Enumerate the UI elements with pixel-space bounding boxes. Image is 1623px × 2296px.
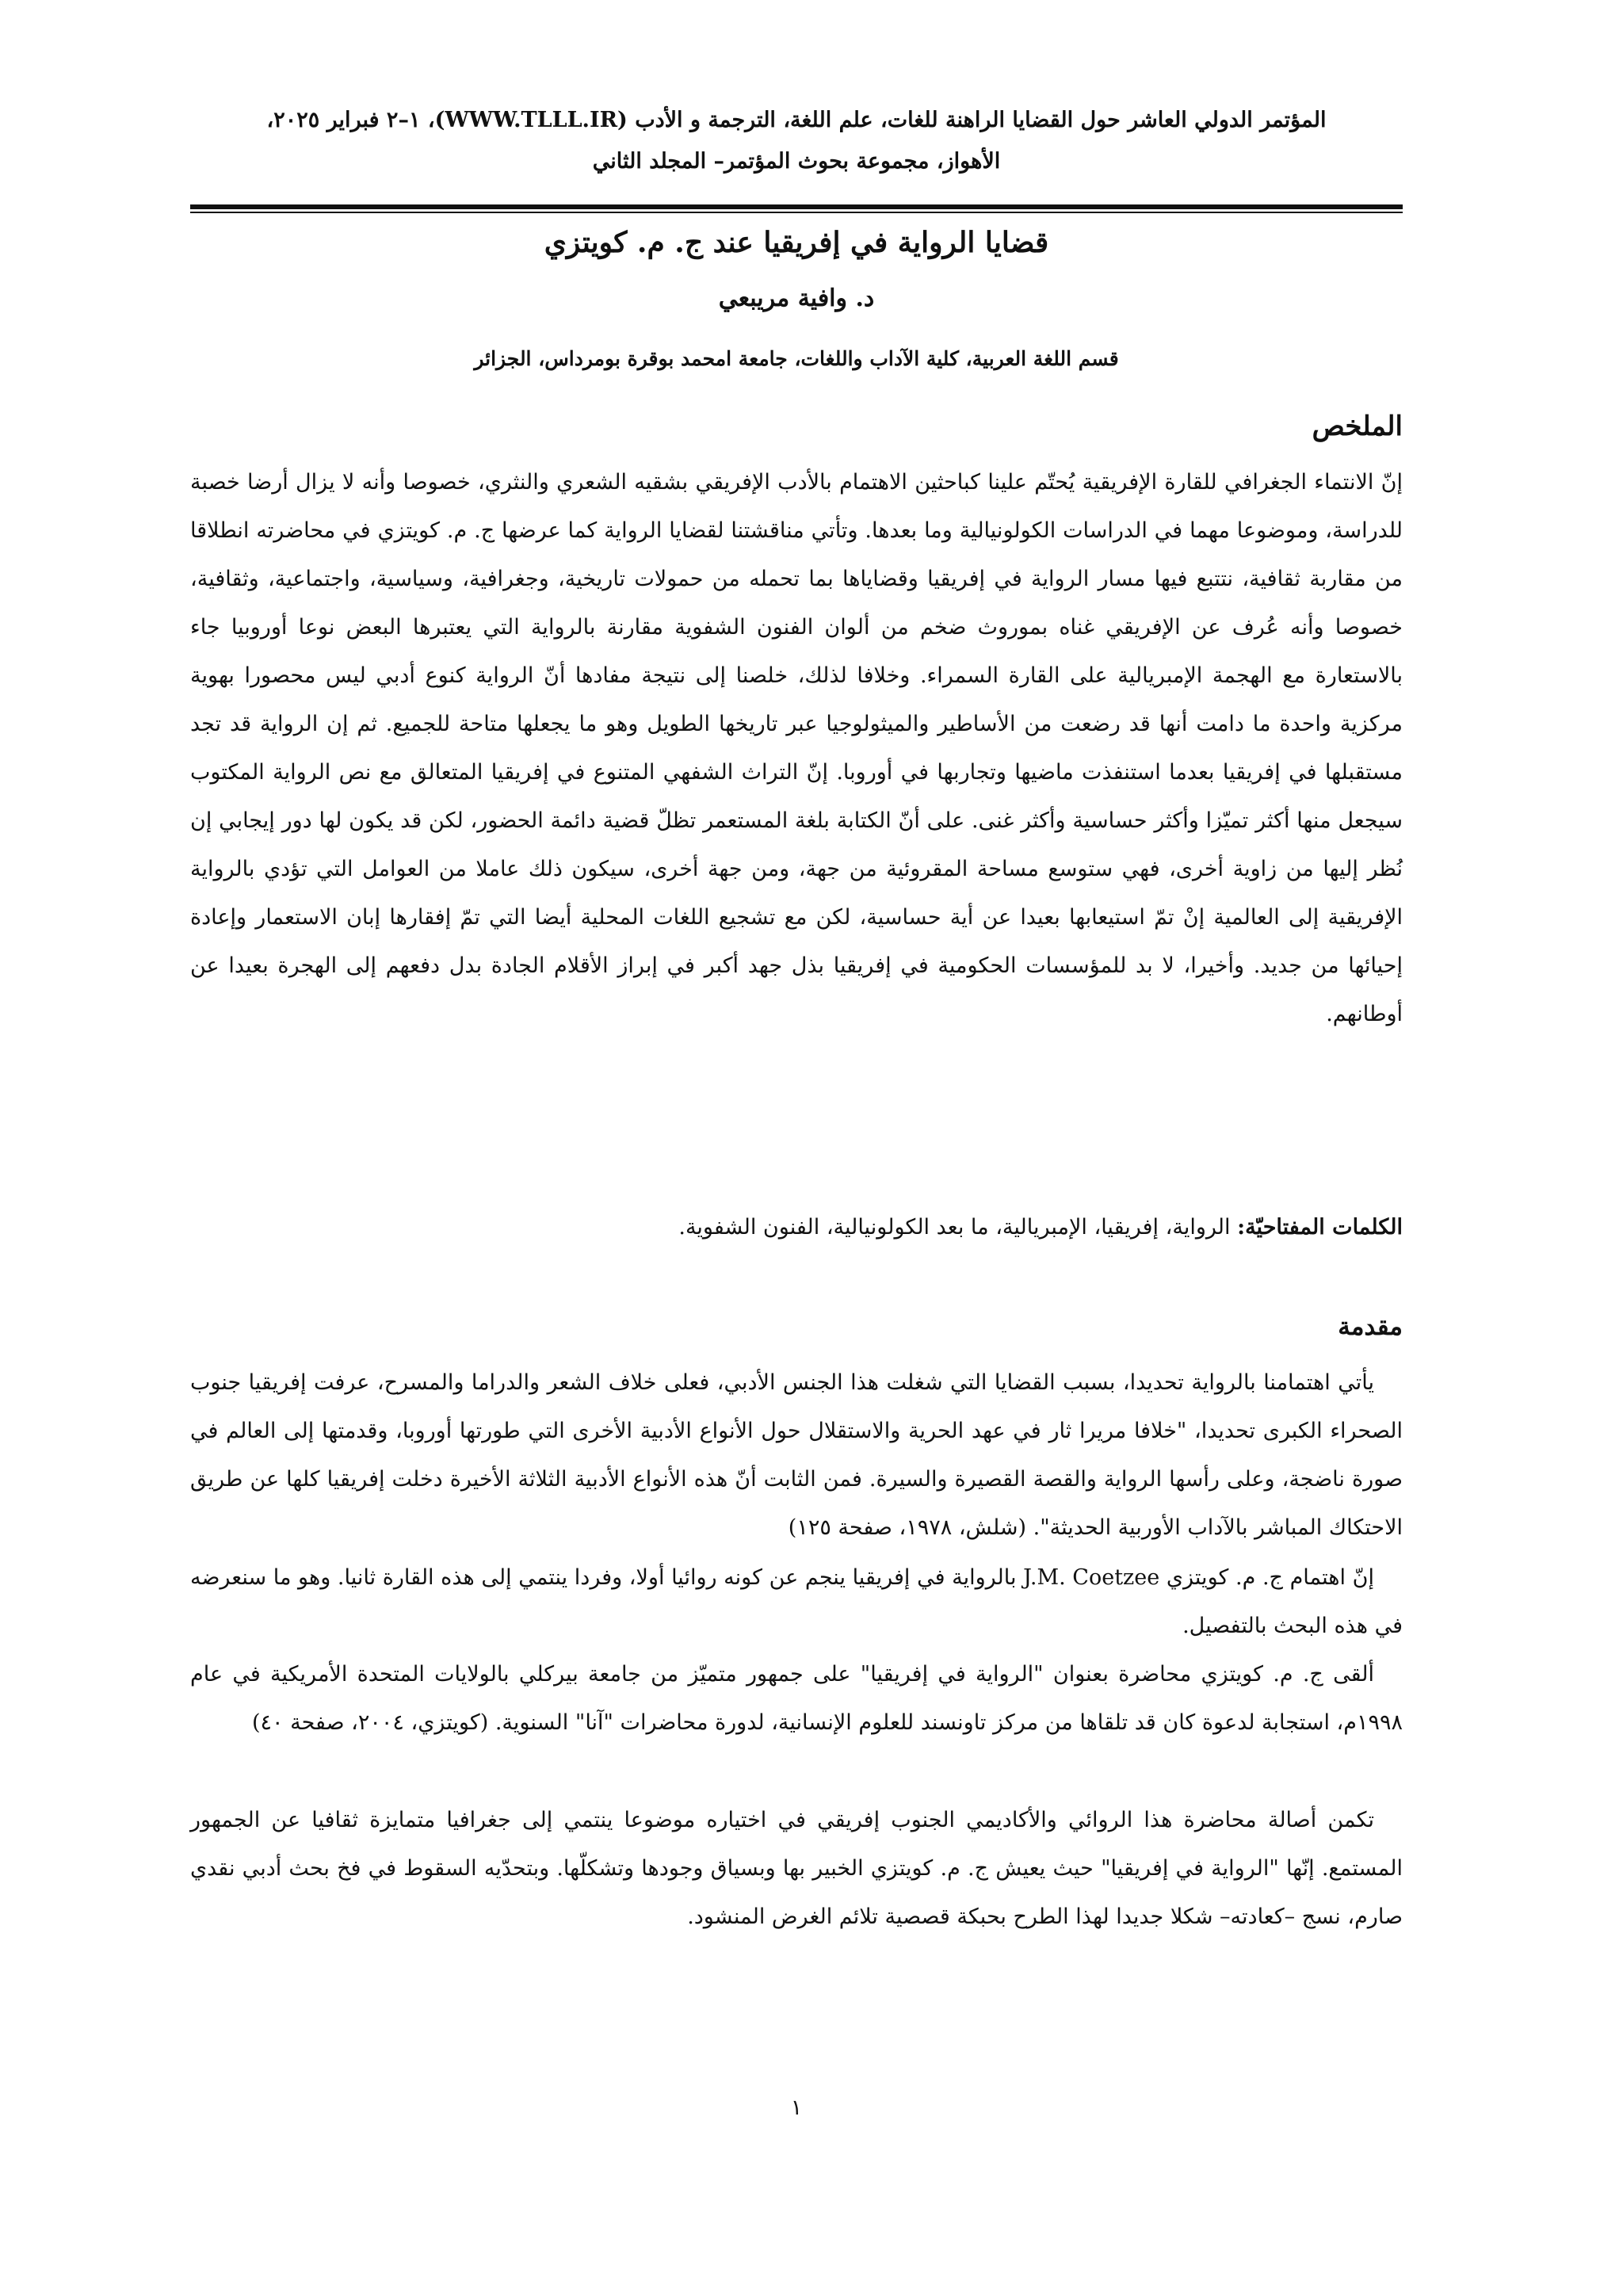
- intro-paragraph-4: تكمن أصالة محاضرة هذا الروائي والأكاديمي الجنوب إفريقي في اختياره موضوعا ينتمي إلى جغرافيا متمايزة ثقافيا عن الجمهور المستمع. إنّها "الرواية في إفريقيا" حيث يعيش ج. م. كويتزي الخبير بها وبسياق وجودها وتشكلّها. وبتحدّيه السقوط في فخ بحث أدبي نقدي صارم، نسج –كعادته– شكلا جديدا لهذا الطرح بحبكة قصصية تلائم الغرض المنشود.: [190, 1808, 1403, 1929]
- keywords-line: [190, 1203, 1403, 1251]
- introduction-heading: مقدمة: [1338, 1312, 1403, 1341]
- intro-paragraph-1: يأتي اهتمامنا بالرواية تحديدا، بسبب القضايا التي شغلت هذا الجنس الأدبي، فعلى خلاف الشعر والدراما والمسرح، عرفت إفريقيا جنوب الصحراء الكبرى تحديدا، "خلافا مريرا ثار في عهد الحرية والاستقلال حول الأنواع الأدبية الأخرى التي طورتها أوروبا، وقدمتها إلى العالم في صورة ناضجة، وعلى رأسها الرواية والقصة القصيرة والسيرة. فمن الثابت أنّ هذه الأنواع الأدبية الثلاثة الأخيرة دخلت إفريقيا كلها عن طريق الاحتكاك المباشر بالآداب الأوربية الحديثة". (شلش، ١٩٧٨، صفحة ١٢٥): [190, 1370, 1403, 1540]
- conference-header: [190, 100, 1403, 182]
- header-divider: [190, 204, 1403, 213]
- conference-header-line-2: الأهواز، مجموعة بحوث المؤتمر– المجلد الثاني: [592, 149, 1001, 174]
- header-divider-thin: [190, 212, 1403, 213]
- abstract-text: إنّ الانتماء الجغرافي للقارة الإفريقية يُحتّم علينا كباحثين الاهتمام بالأدب الإفريقي بشقيه الشعري والنثري، خصوصا وأنه لا يزال أرضا خصبة للدراسة، وموضوعا مهما في الدراسات الكولونيالية وما بعدها. وتأتي مناقشتنا لقضايا الرواية كما عرضها ج. م. كويتزي في محاضرته انطلاقا من مقاربة ثقافية، نتتبع فيها مسار الرواية في إفريقيا وقضاياها بما تحمله من حمولات تاريخية، وجغرافية، وسياسية، واجتماعية، وثقافية، خصوصا وأنه عُرف عن الإفريقي غناه بموروث ضخم من ألوان الفنون الشفوية مقارنة بالرواية التي يعتبرها البعض نوعا أوروبيا جاء بالاستعارة مع الهجمة الإمبريالية على القارة السمراء. وخلافا لذلك، خلصنا إلى نتيجة مفادها أنّ الرواية كنوع أدبي ليس محصورا بهوية مركزية واحدة ما دامت أنها قد رضعت من الأساطير والميثولوجيا عبر تاريخها الطويل وهو ما يجعلها متاحة للجميع. ثم إن الرواية قد تجد مستقبلها في إفريقيا بعدما استنفذت ماضيها وتجاربها في أوروبا. إنّ التراث الشفهي المتنوع في إفريقيا المتعالق مع نص الرواية المكتوب سيجعل منها أكثر تميّزا وأكثر حساسية وأكثر غنى. على أنّ الكتابة بلغة المستعمر تظلّ قضية دائمة الحضور، لكن قد يكون لها دور إيجابي إن نُظر إليها من زاوية أخرى، فهي ستوسع مساحة المقروئية من جهة، ومن جهة أخرى، سيكون ذلك عاملا من العوامل التي تؤدي بالرواية الإفريقية إلى العالمية إنْ تمّ استيعابها بعيدا عن أية حساسية، لكن مع تشجيع اللغات المحلية أيضا التي تمّ إفقارها إبان الاستعمار وإعادة إحيائها من جديد. وأخيرا، لا بد للمؤسسات الحكومية في إفريقيا بذل جهد أكبر في إبراز الأقلام الجادة بدل دفعهم إلى الهجرة بعيدا عن أوطانهم.: [190, 470, 1403, 1026]
- intro-paragraph-3: ألقى ج. م. كويتزي محاضرة بعنوان "الرواية في إفريقيا" على جمهور متميّز من جامعة بيركلي بالولايات المتحدة الأمريكية في عام ١٩٩٨م، استجابة لدعوة كان قد تلقاها من مركز تاونسند للعلوم الإنسانية، لدورة محاضرات "آنا" السنوية. (كويتزي، ٢٠٠٤، صفحة ٤٠): [190, 1662, 1403, 1735]
- keywords-list: الرواية، إفريقيا، الإمبريالية، ما بعد الكولونيالية، الفنون الشفوية.: [678, 1215, 1231, 1240]
- intro-paragraph-2: إنّ اهتمام ج. م. كويتزي J.M. Coetzee بالرواية في إفريقيا ينجم عن كونه روائيا أولا، وفردا ينتمي إلى هذه القارة ثانيا. وهو ما سنعرضه في هذه البحث بالتفصيل.: [190, 1565, 1403, 1638]
- paper-page: [190, 0, 1403, 2296]
- article-author: د. وافية مريبعي: [718, 285, 875, 312]
- author-affiliation: قسم اللغة العربية، كلية الآداب واللغات، جامعة امحمد بوقرة بومرداس، الجزائر: [474, 347, 1119, 370]
- conference-header-line-1: المؤتمر الدولي العاشر حول القضايا الراهنة للغات، علم اللغة، الترجمة و الأدب (WWW.TLLL.IR)، ١–٢ فبراير ٢٠٢٥،: [266, 108, 1327, 132]
- header-divider-thick: [190, 204, 1403, 209]
- keywords-label: الكلمات المفتاحيّة:: [1237, 1215, 1403, 1240]
- article-title: قضايا الرواية في إفريقيا عند ج. م. كويتزي: [544, 226, 1049, 259]
- page-number: ١: [790, 2095, 803, 2120]
- abstract-heading: الملخص: [1312, 411, 1403, 442]
